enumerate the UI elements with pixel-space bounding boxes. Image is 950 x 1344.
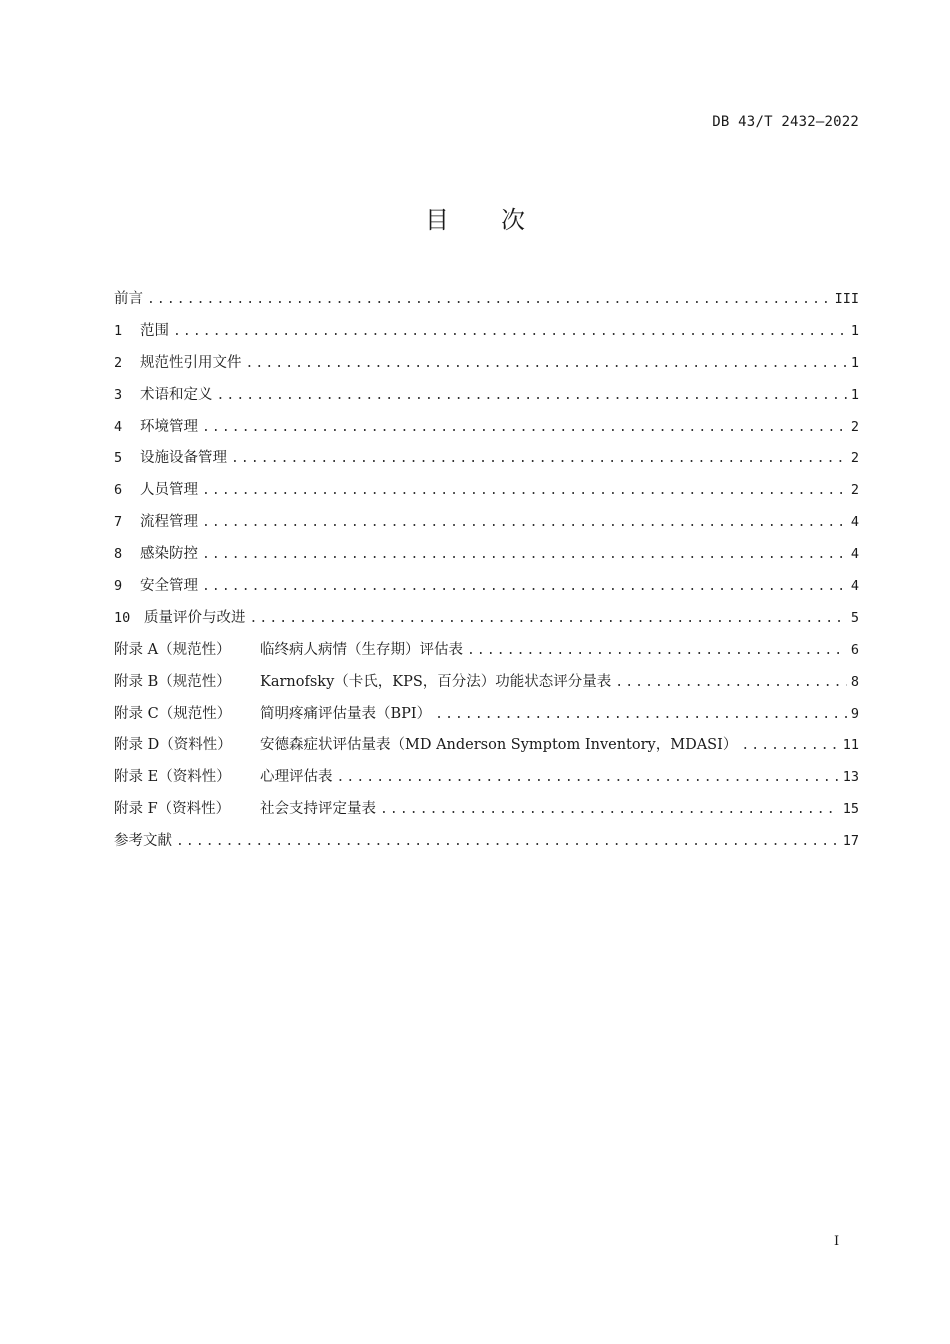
toc-entry-page: 9	[850, 705, 859, 722]
toc-entry[interactable]	[114, 762, 859, 794]
title-char-2: 次	[501, 206, 525, 234]
toc-entry[interactable]	[114, 794, 859, 826]
toc-entry[interactable]	[114, 635, 859, 667]
toc-entry-number: 8	[114, 546, 123, 563]
toc-entry-annex: 附录 E（资料性）	[114, 769, 231, 786]
toc-entry-number: 9	[114, 578, 123, 595]
toc-leader-dots	[202, 507, 847, 539]
toc-leader-dots	[202, 475, 847, 507]
toc-leader-dots	[741, 730, 838, 762]
toc-entry-page: 4	[850, 514, 859, 531]
toc-entry-page: 4	[850, 578, 859, 595]
toc-entry-annex: 附录 A（规范性）	[114, 641, 231, 658]
toc-entry[interactable]	[114, 507, 859, 539]
toc-leader-dots	[147, 284, 831, 316]
toc-entry-label: 人员管理	[140, 482, 198, 499]
toc-entry[interactable]	[114, 730, 859, 762]
toc-entry-page: 8	[850, 673, 859, 690]
toc-entry-label: 术语和定义	[140, 386, 213, 403]
toc-entry-page: III	[834, 291, 859, 307]
toc-entry-label: 规范性引用文件	[140, 354, 242, 371]
toc-entry-number: 3	[114, 386, 123, 403]
toc-entry[interactable]	[114, 316, 859, 348]
toc-entry-label: 临终病人病情（生存期）评估表	[260, 641, 463, 658]
toc-entry-label: 环境管理	[140, 418, 198, 435]
toc-entry[interactable]	[114, 699, 859, 731]
toc-leader-dots	[250, 603, 847, 635]
toc-entry-page: 2	[850, 418, 859, 435]
toc-entry[interactable]	[114, 571, 859, 603]
toc-entry-annex: 附录 B（规范性）	[114, 673, 231, 690]
toc-entry-label: 参考文献	[114, 833, 172, 850]
toc-leader-dots	[246, 348, 847, 380]
standard-code: DB 43/T 2432—2022	[712, 114, 859, 130]
title-char-1: 目	[425, 206, 449, 234]
toc-entry-number: 4	[114, 418, 123, 435]
toc-entry-label: 安全管理	[140, 578, 198, 595]
toc-entry-page: 6	[850, 641, 859, 658]
toc-entry-label: 设施设备管理	[140, 450, 227, 467]
toc-entry-label: 质量评价与改进	[144, 609, 246, 626]
toc-entry-page: 17	[842, 833, 859, 850]
toc-entry[interactable]	[114, 667, 859, 699]
toc-entry[interactable]	[114, 475, 859, 507]
toc-entry-number: 1	[114, 322, 123, 339]
toc-entry[interactable]	[114, 826, 859, 858]
toc-entry-page: 1	[850, 322, 859, 339]
toc-leader-dots	[202, 539, 847, 571]
toc-leader-dots	[231, 443, 847, 475]
toc-leader-dots	[202, 571, 847, 603]
toc-entry-label: Karnofsky（卡氏，KPS，百分法）功能状态评分量表	[260, 673, 612, 690]
toc-entry-annex: 附录 F（资料性）	[114, 801, 231, 818]
toc-leader-dots	[217, 380, 847, 412]
table-of-contents	[114, 284, 859, 858]
toc-leader-dots	[202, 412, 847, 444]
toc-leader-dots	[615, 667, 847, 699]
toc-entry-label: 范围	[140, 322, 169, 339]
toc-leader-dots	[176, 826, 839, 858]
toc-entry-annex: 附录 D（资料性）	[114, 737, 232, 754]
toc-entry-label: 前言	[114, 291, 143, 307]
toc-entry[interactable]	[114, 603, 859, 635]
toc-entry-annex: 附录 C（规范性）	[114, 705, 232, 722]
toc-entry-page: 5	[850, 609, 859, 626]
toc-entry[interactable]	[114, 443, 859, 475]
toc-leader-dots	[337, 762, 839, 794]
toc-entry-label: 简明疼痛评估量表（BPI）	[260, 705, 432, 722]
toc-entry-label: 流程管理	[140, 514, 198, 531]
toc-leader-dots	[380, 794, 839, 826]
toc-entry-page: 4	[850, 546, 859, 563]
page-number: I	[834, 1234, 840, 1249]
toc-entry-label: 社会支持评定量表	[260, 801, 376, 818]
toc-leader-dots	[173, 316, 847, 348]
toc-entry[interactable]	[114, 380, 859, 412]
toc-entry-page: 2	[850, 482, 859, 499]
toc-leader-dots	[467, 635, 847, 667]
toc-entry-number: 2	[114, 354, 123, 371]
page-title	[0, 200, 950, 235]
toc-entry-number: 5	[114, 450, 123, 467]
toc-entry[interactable]	[114, 284, 859, 316]
toc-entry-label: 心理评估表	[260, 769, 333, 786]
toc-entry-page: 1	[850, 354, 859, 371]
toc-entry-label: 安德森症状评估量表（MD Anderson Symptom Inventory，MDASI）	[260, 737, 738, 754]
toc-entry-page: 13	[842, 769, 859, 786]
toc-entry-page: 2	[850, 450, 859, 467]
toc-entry[interactable]	[114, 348, 859, 380]
toc-entry-number: 7	[114, 514, 123, 531]
toc-entry-page: 15	[842, 801, 859, 818]
toc-entry-page: 11	[842, 737, 859, 754]
toc-entry[interactable]	[114, 412, 859, 444]
toc-entry-page: 1	[850, 386, 859, 403]
toc-entry-number: 6	[114, 482, 123, 499]
toc-entry[interactable]	[114, 539, 859, 571]
toc-entry-label: 感染防控	[140, 546, 198, 563]
toc-leader-dots	[435, 699, 847, 731]
toc-entry-number: 10	[114, 609, 131, 626]
